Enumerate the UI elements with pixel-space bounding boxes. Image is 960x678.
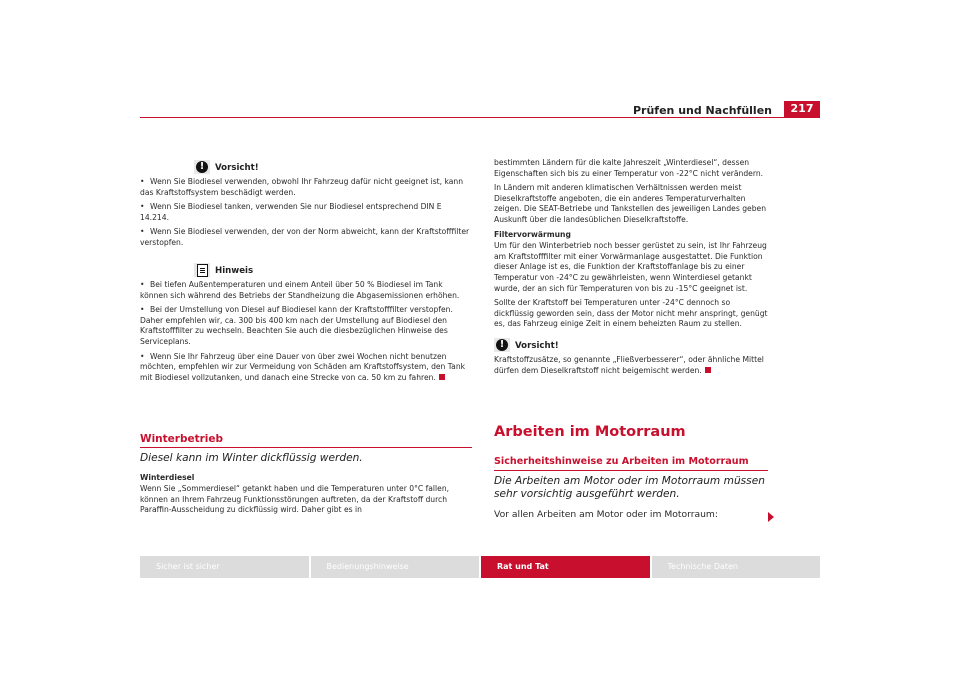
right-paragraph-1: bestimmten Ländern für die kalte Jahreszeit „Winterdiesel“, dessen Eigenschaften sich bis zu einer Temperatur von -22°C nicht verändern.	[494, 158, 764, 178]
right-paragraph-4: Sollte der Kraftstoff bei Temperaturen unter -24°C dennoch so dickflüssig geworden sein, dass der Motor nicht mehr anspringt, genügt es, das Fahrzeug einige Zeit in einem beheizten Raum zu stellen.	[494, 298, 768, 329]
warning-icon: !	[494, 338, 510, 352]
right-paragraph-2: In Ländern mit anderen klimatischen Verhältnissen werden meist Dieselkraftstoffe angeboten, die ein anderes Temperaturverhalten zeigen. Die SEAT-Betriebe und Tankstellen des jeweiligen Landes geben Auskunft über die landesüblichen Dieselkraftstoffe.	[494, 183, 767, 224]
safety-heading: Sicherheitshinweise zu Arbeiten im Motorraum	[494, 456, 749, 467]
winter-subtitle: Diesel kann im Winter dickflüssig werden.	[140, 451, 363, 464]
filter-subhead: Filtervorwärmung	[494, 229, 571, 239]
left-column	[194, 160, 472, 177]
winter-heading: Winterbetrieb	[140, 433, 224, 445]
footer-tab-rat-und-tat[interactable]: Rat und Tat	[481, 556, 650, 578]
left-caution-list	[140, 177, 472, 253]
list-item: • Wenn Sie Biodiesel verwenden, obwohl Ihr Fahrzeug dafür nicht geeignet ist, kann das Kraftstoffsystem beschädigt werden.	[140, 177, 464, 197]
winter-heading-rule	[140, 447, 472, 448]
list-item: • Bei tiefen Außentemperaturen und einem Anteil über 50 % Biodiesel im Tank können sich während des Betriebs der Standheizung die Abgasemissionen erhöhen.	[140, 280, 460, 300]
note-icon	[194, 263, 210, 277]
note-label: Hinweis	[215, 266, 254, 277]
caution-label: Vorsicht!	[515, 341, 559, 352]
left-note-list	[140, 280, 472, 387]
winterdiesel-text: Wenn Sie „Sommerdiesel“ getankt haben und die Temperaturen unter 0°C fallen, können an Ihrem Fahrzeug Funktionsstörungen auftreten, da der Kraftstoff durch Paraffin-Ausscheidung zu dickflüssig wird. Daher gibt es in	[140, 484, 450, 515]
continue-arrow-icon	[768, 512, 774, 522]
list-item: • Wenn Sie Biodiesel tanken, verwenden Sie nur Biodiesel entsprechend DIN E 14.214.	[140, 202, 442, 222]
header-rule	[140, 117, 820, 118]
section-end-marker	[705, 367, 711, 373]
safety-section	[494, 457, 768, 525]
safety-subtitle: Die Arbeiten am Motor oder im Motorraum müssen sehr vorsichtig ausgeführt werden.	[494, 474, 765, 500]
right-column	[494, 158, 770, 380]
caution-heading	[194, 160, 472, 174]
note-heading-wrap	[194, 263, 472, 280]
safety-intro-text: Vor allen Arbeiten am Motor oder im Motorraum:	[494, 508, 718, 520]
footer-tab-sicher[interactable]: Sicher ist sicher	[140, 556, 309, 578]
winter-section	[140, 434, 472, 520]
section-end-marker	[439, 374, 445, 380]
list-item: • Bei der Umstellung von Diesel auf Biodiesel kann der Kraftstofffilter verstopfen. Daher empfehlen wir, ca. 300 bis 400 km nach der Umstellung auf Biodiesel den Kraftstofffilter zu wechseln. Beachten Sie auch die diesbezüglichen Hinweise des Serviceplans.	[140, 305, 453, 346]
note-heading	[194, 263, 472, 277]
list-item: • Wenn Sie Biodiesel verwenden, der von der Norm abweicht, kann der Kraftstofffilter verstopfen.	[140, 227, 470, 247]
right-caution-heading	[494, 338, 770, 352]
page-header-title: Prüfen und Nachfüllen	[632, 104, 772, 117]
footer-tab-technische-daten[interactable]: Technische Daten	[652, 556, 821, 578]
right-paragraph-3: Um für den Winterbetrieb noch besser gerüstet zu sein, ist Ihr Fahrzeug am Kraftstofffilter mit einer Vorwärmanlage ausgestattet. Die Funktion dieser Anlage ist es, die Funktion der Kraftstoffanlage bis zu einer Temperatur von -24°C zu gewährleisten, wenn Winterdiesel getankt wurde, der an sich für Temperaturen von bis zu -15°C geeignet ist.	[494, 241, 767, 293]
footer-tab-bedienung[interactable]: Bedienungshinweise	[311, 556, 480, 578]
caution-label: Vorsicht!	[215, 163, 259, 174]
right-caution-text: Kraftstoffzusätze, so genannte „Fließverbesserer“, oder ähnliche Mittel dürfen dem Dieselkraftstoff nicht beigemischt werden.	[494, 354, 764, 375]
winterdiesel-subhead: Winterdiesel	[140, 472, 195, 482]
warning-icon: !	[194, 160, 210, 174]
footer-nav	[140, 556, 820, 578]
safety-heading-rule	[494, 470, 768, 471]
main-section-heading: Arbeiten im Motorraum	[494, 424, 686, 440]
list-item: • Wenn Sie Ihr Fahrzeug über eine Dauer von über zwei Wochen nicht benutzen möchten, empfehlen wir zur Vermeidung von Schäden am Kraftstoffsystem, den Tank mit Biodiesel vollzutanken, und danach eine Strecke von ca. 50 km zu fahren.	[140, 351, 466, 382]
page-number: 217	[784, 101, 820, 117]
